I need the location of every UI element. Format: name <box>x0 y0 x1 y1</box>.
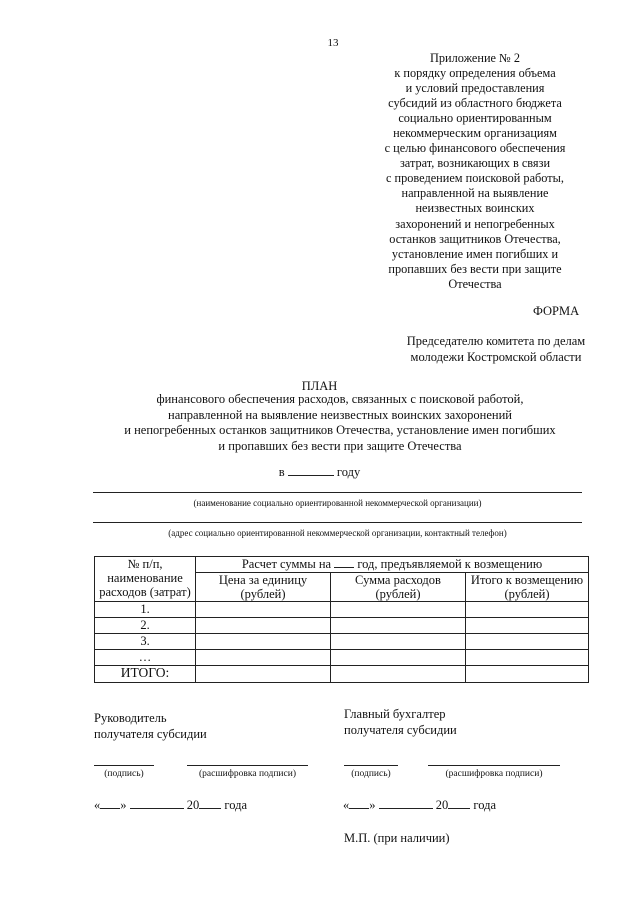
head-decoding-field[interactable] <box>187 765 308 766</box>
head-signature-field[interactable] <box>94 765 154 766</box>
org-address-field[interactable] <box>93 522 582 523</box>
plan-description-line: направленной на выявление неизвестных воинских захоронений <box>168 407 512 422</box>
cell-total[interactable] <box>466 650 589 666</box>
row-number: 3. <box>95 634 196 650</box>
head-date-line: « » 20 года <box>94 798 247 812</box>
cell-expense-sum[interactable] <box>331 650 466 666</box>
org-name-field[interactable] <box>93 492 582 493</box>
header-total-reimbursement: Итого к возмещению (рублей) <box>466 573 589 602</box>
plan-title: ПЛАН <box>301 379 338 393</box>
head-date-month-field[interactable] <box>130 798 184 809</box>
plan-description-line: и непогребенных останков защитников Отечества, установление имен погибших <box>124 423 556 437</box>
appendix-line: неизвестных воинских <box>415 201 535 216</box>
cell-total[interactable] <box>466 634 589 650</box>
appendix-line: социально ориентированным <box>398 111 552 126</box>
appendix-line: пропавших без вести при защите <box>388 261 562 276</box>
row-number: 2. <box>95 618 196 634</box>
cell-expense-sum[interactable] <box>331 634 466 650</box>
head-date-day-field[interactable] <box>100 798 120 809</box>
appendix-line: останков защитников Отечества, <box>389 231 561 246</box>
appendix-line: направленной на выявление <box>401 186 549 201</box>
header-expense-sum: Сумма расходов (рублей) <box>331 573 466 602</box>
stamp-note: М.П. (при наличии) <box>344 831 450 845</box>
table-row <box>95 602 589 618</box>
appendix-line: Отечества <box>448 276 502 291</box>
header-item-number: № п/п, наименование расходов (затрат) <box>95 557 196 602</box>
header-year-blank[interactable] <box>334 557 354 568</box>
cell-expense-sum[interactable] <box>331 618 466 634</box>
accountant-decoding-field[interactable] <box>428 765 560 766</box>
accountant-date-day-field[interactable] <box>349 798 369 809</box>
appendix-line: с целью финансового обеспечения <box>384 141 566 156</box>
addressee <box>396 333 596 365</box>
org-address-caption: (адрес социально ориентированной некоммерческой организации, контактный телефон) <box>168 528 507 538</box>
plan-description-line: и пропавших без вести при защите Отечества <box>218 438 462 453</box>
appendix-line: затрат, возникающих в связи <box>399 156 551 171</box>
org-name-caption: (наименование социально ориентированной некоммерческой организации) <box>193 498 482 508</box>
expenses-table <box>94 556 589 683</box>
head-signature-caption: (подпись) <box>104 769 144 779</box>
appendix-line: Приложение № 2 <box>429 51 521 65</box>
table-row <box>95 634 589 650</box>
appendix-line: установление имен погибших и <box>391 246 559 261</box>
appendix-line: захоронений и непогребенных <box>395 216 555 231</box>
year-suffix: году <box>336 465 361 479</box>
cell-unit-price[interactable] <box>196 634 331 650</box>
table-row <box>95 650 589 666</box>
accountant-signature-field[interactable] <box>344 765 398 766</box>
year-prefix: в <box>278 465 285 479</box>
year-input-blank[interactable] <box>288 465 334 476</box>
accountant-decoding-caption: (расшифровка подписи) <box>445 769 543 779</box>
accountant-date-year-field[interactable] <box>448 798 470 809</box>
table-row <box>95 618 589 634</box>
header-calculation-group: Расчет суммы на год, предъявляемой к возмещению <box>196 557 589 573</box>
table-header-row <box>95 557 589 573</box>
form-label: ФОРМА <box>533 304 580 318</box>
row-number: … <box>95 650 196 666</box>
accountant-signature-caption: (подпись) <box>351 769 391 779</box>
head-signatory-title: Руководитель получателя субсидии <box>94 711 207 741</box>
addressee-line: молодежи Костромской области <box>410 350 582 364</box>
appendix-line: и условий предоставления <box>405 81 545 96</box>
total-reimbursement[interactable] <box>466 666 589 683</box>
plan-description <box>80 392 600 454</box>
plan-year-line <box>0 465 639 480</box>
accountant-signatory-title: Главный бухгалтер получателя субсидии <box>344 707 457 737</box>
cell-expense-sum[interactable] <box>331 602 466 618</box>
accountant-date-line: « » 20 года <box>343 798 496 812</box>
header-unit-price: Цена за единицу (рублей) <box>196 573 331 602</box>
page-number: 13 <box>327 37 339 49</box>
table-total-row <box>95 666 589 683</box>
head-decoding-caption: (расшифровка подписи) <box>199 769 296 779</box>
appendix-line: субсидий из областного бюджета <box>388 96 562 111</box>
plan-description-line: финансового обеспечения расходов, связанных с поисковой работой, <box>156 392 524 406</box>
head-date-year-field[interactable] <box>199 798 221 809</box>
appendix-line: с проведением поисковой работы, <box>386 171 564 186</box>
cell-unit-price[interactable] <box>196 602 331 618</box>
cell-unit-price[interactable] <box>196 650 331 666</box>
accountant-date-month-field[interactable] <box>379 798 433 809</box>
appendix-line: некоммерческим организациям <box>393 126 557 141</box>
cell-total[interactable] <box>466 602 589 618</box>
row-number: 1. <box>95 602 196 618</box>
total-label: ИТОГО: <box>95 666 196 683</box>
cell-unit-price[interactable] <box>196 618 331 634</box>
cell-total[interactable] <box>466 618 589 634</box>
total-unit-price[interactable] <box>196 666 331 683</box>
addressee-line: Председателю комитета по делам <box>406 334 586 348</box>
total-expense-sum[interactable] <box>331 666 466 683</box>
appendix-heading <box>360 51 590 292</box>
appendix-line: к порядку определения объема <box>394 66 556 81</box>
